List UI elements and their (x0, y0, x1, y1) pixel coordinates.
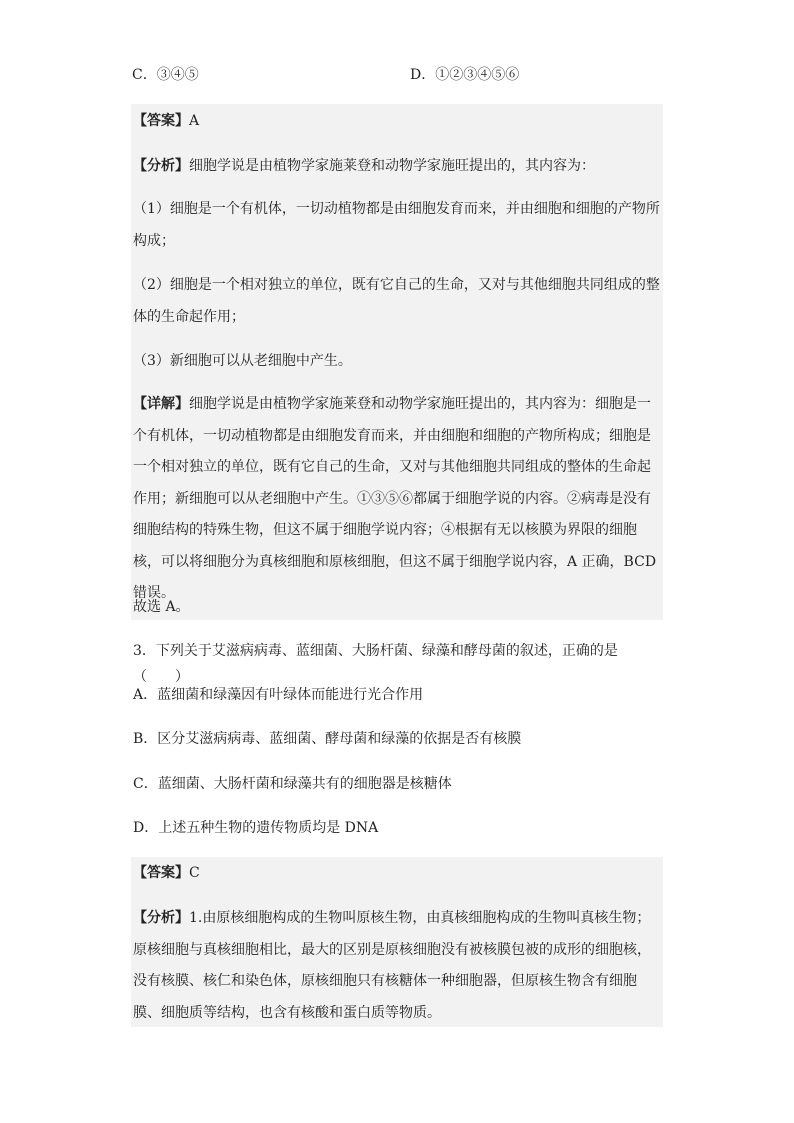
prev-question-options (132, 62, 672, 88)
q3-option-b: B．区分艾滋病病毒、蓝细菌、酵母菌和绿藻的依据是否有核膜 (133, 731, 522, 747)
analysis-tag: 【分析】 (133, 158, 189, 174)
option-d: D．①②③④⑤⑥ (410, 67, 520, 83)
analysis-text: 1.由原核细胞构成的生物叫原核生物，由真核细胞构成的生物叫真核生物；原核细胞与真核细胞相比，最大的区别是原核细胞没有被核膜包被的成形的细胞核，没有核膜、核仁和染色体，原核细胞只有核糖体一种细胞器，但原核生物含有细胞膜、细胞质等结构，也含有核酸和蛋白质等物质。 (133, 910, 651, 1021)
answer-tag: 【答案】 (133, 113, 189, 129)
q2-analysis (133, 153, 660, 179)
analysis-tag: 【分析】 (133, 910, 189, 926)
detail-text: 细胞学说是由植物学家施莱登和动物学家施旺提出的，其内容为：细胞是一个有机体，一切动植物都是由细胞发育而来，并由细胞和细胞的产物所构成；细胞是一个相对独立的单位，既有它自己的生命，又对与其他细胞共同组成的整体的生命起作用；新细胞可以从老细胞中产生。①③⑤⑥都属于细胞学说的内容。②病毒是没有细胞结构的特殊生物，但这不属于细胞学说内容；④根据有无以核膜为界限的细胞核，可以将细胞分为真核细胞和原核细胞，但这不属于细胞学说内容，A 正确，BCD 错误。 (133, 396, 657, 601)
q2-point-3: （3）新细胞可以从老细胞中产生。 (133, 353, 352, 369)
option-c: C．③④⑤ (132, 67, 199, 83)
analysis-intro: 细胞学说是由植物学家施莱登和动物学家施旺提出的，其内容为： (189, 158, 595, 174)
answer-value: A (189, 113, 200, 129)
answer-value: C (189, 865, 200, 881)
detail-tag: 【详解】 (133, 396, 189, 412)
q3-option-a: A．蓝细菌和绿藻因有叶绿体而能进行光合作用 (133, 687, 424, 703)
q3-option-d: D．上述五种生物的遗传物质均是 DNA (133, 820, 379, 836)
q3-question: 3．下列关于艾滋病病毒、蓝细菌、大肠杆菌、绿藻和酵母菌的叙述，正确的是（ ） (133, 643, 618, 685)
q3-option-c: C．蓝细菌、大肠杆菌和绿藻共有的细胞器是核糖体 (133, 776, 452, 792)
q3-answer (133, 860, 660, 886)
q2-detail (133, 389, 660, 610)
q2-point-2: （2）细胞是一个相对独立的单位，既有它自己的生命，又对与其他细胞共同组成的整体的生命起作用； (133, 277, 660, 325)
q2-conclusion: 故选 A。 (133, 599, 190, 615)
q3-analysis (133, 903, 660, 1029)
q2-point-1: （1）细胞是一个有机体，一切动植物都是由细胞发育而来，并由细胞和细胞的产物所构成； (133, 201, 660, 249)
q2-answer (133, 108, 660, 134)
answer-tag: 【答案】 (133, 865, 189, 881)
